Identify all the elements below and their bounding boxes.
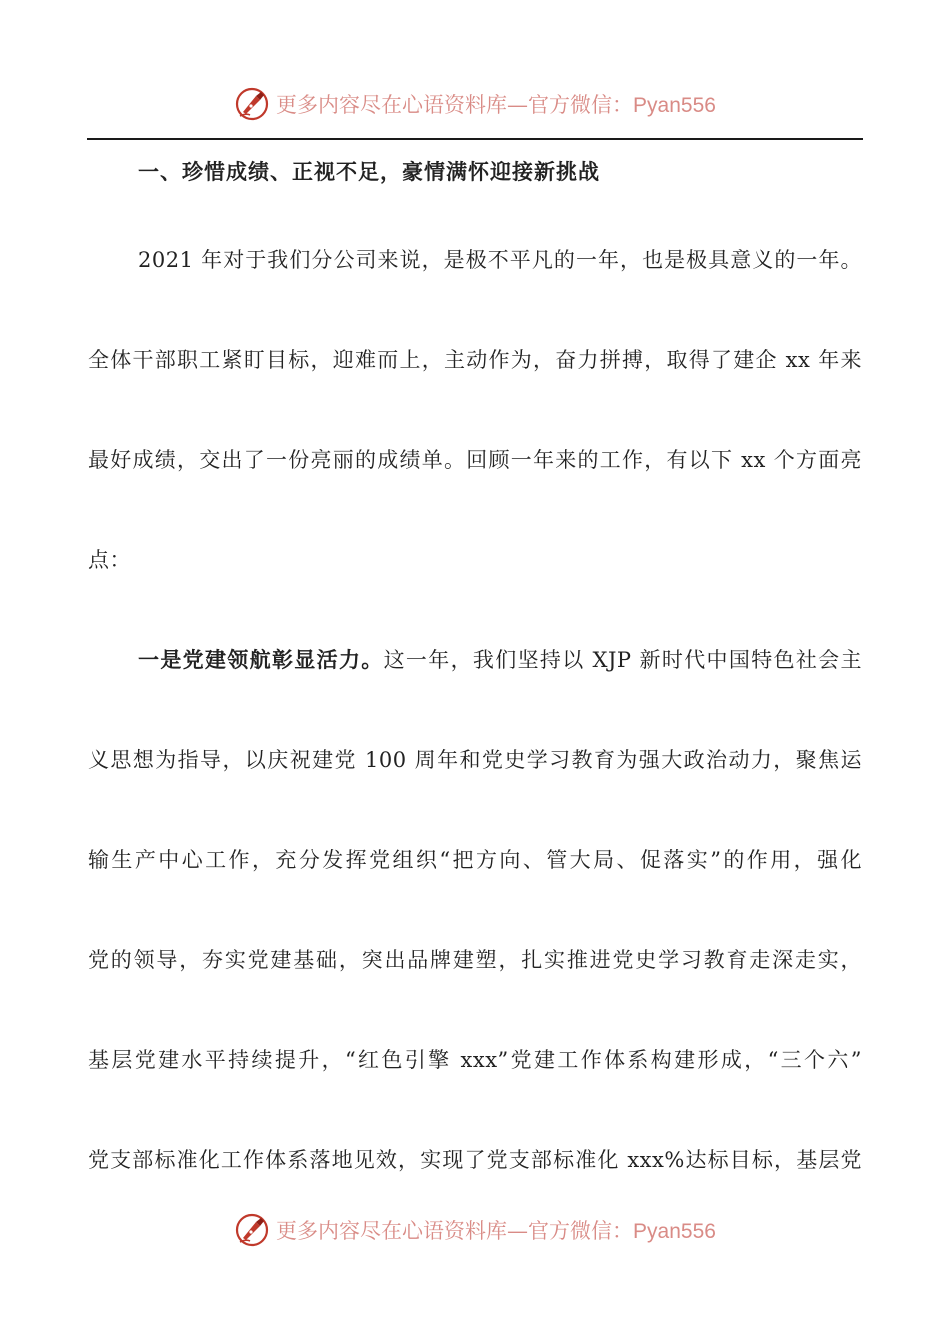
paragraph-line: 2021 年对于我们分公司来说，是极不平凡的一年，也是极具意义的一年。 xyxy=(138,248,862,272)
paragraph-line: 点： xyxy=(88,548,131,572)
paragraph-line: 义思想为指导，以庆祝建党 100 周年和党史学习教育为强大政治动力，聚焦运 xyxy=(88,748,862,772)
pen-nib-logo-icon xyxy=(234,1212,270,1248)
footer-watermark xyxy=(0,1208,950,1252)
paragraph-line: 全体干部职工紧盯目标，迎难而上，主动作为，奋力拼搏，取得了建企 xx 年来 xyxy=(88,348,862,372)
paragraph-line: 最好成绩，交出了一份亮丽的成绩单。回顾一年来的工作，有以下 xx 个方面亮 xyxy=(88,448,862,472)
pen-nib-logo-icon xyxy=(234,86,270,122)
watermark-text: 更多内容尽在心语资料库—官方微信：Pyan556 xyxy=(276,93,716,117)
paragraph-line: 党的领导，夯实党建基础，突出品牌建塑，扎实推进党史学习教育走深走实， xyxy=(88,948,862,972)
wechat-id: Pyan556 xyxy=(633,1220,716,1243)
lead-rest-text: 这一年，我们坚持以 XJP 新时代中国特色社会主 xyxy=(383,648,862,672)
header-divider xyxy=(87,138,863,140)
section-heading: 一、珍惜成绩、正视不足，豪情满怀迎接新挑战 xyxy=(138,160,600,184)
paragraph-line: 输生产中心工作，充分发挥党组织“把方向、管大局、促落实”的作用，强化 xyxy=(88,848,862,872)
lead-bold-text: 一是党建领航彰显活力。 xyxy=(138,648,384,672)
document-body xyxy=(88,150,862,1238)
paragraph-line: 基层党建水平持续提升，“红色引擎 xxx”党建工作体系构建形成，“三个六” xyxy=(88,1048,862,1072)
watermark-text: 更多内容尽在心语资料库—官方微信：Pyan556 xyxy=(276,1219,716,1243)
wechat-id: Pyan556 xyxy=(633,94,716,117)
paragraph-line: 党支部标准化工作体系落地见效，实现了党支部标准化 xxx%达标目标，基层党 xyxy=(88,1148,862,1172)
paragraph-line-lead xyxy=(88,638,862,738)
header-watermark xyxy=(0,82,950,126)
